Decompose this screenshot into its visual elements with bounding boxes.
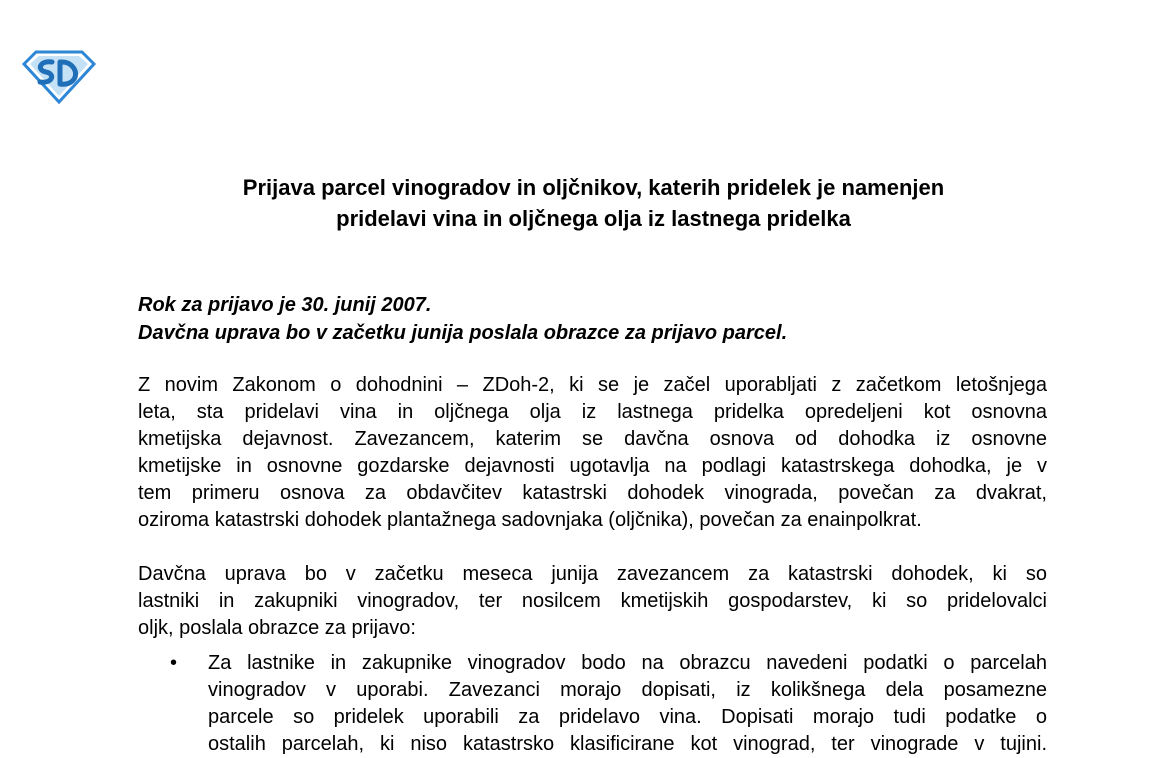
paragraph-line: Davčna uprava bo v začetku meseca junija zavezancem za katastrski dohodek, ki so (138, 563, 1047, 585)
paragraph-forms (138, 561, 1047, 642)
paragraph-line: oziroma katastrski dohodek plantažnega sadovnjaka (oljčnika), povečan za enainpolkrat. (138, 509, 922, 531)
paragraph-line: tem primeru osnova za obdavčitev katastrski dohodek vinograda, povečan za dvakrat, (138, 482, 1047, 504)
title-line-2: pridelavi vina in oljčnega olja iz lastnega pridelka (336, 206, 851, 231)
list-item-line: Za lastnike in zakupnike vinogradov bodo na obrazcu navedeni podatki o parcelah (208, 652, 1047, 674)
bullet-marker: • (170, 652, 178, 674)
paragraph-intro (138, 372, 1047, 534)
paragraph-line: Z novim Zakonom o dohodnini – ZDoh-2, ki se je začel uporabljati z začetkom letošnjega (138, 374, 1047, 396)
paragraph-line: oljk, poslala obrazce za prijavo: (138, 617, 416, 639)
list-item (208, 650, 1047, 758)
deadline-line-1: Rok za prijavo je 30. junij 2007. (138, 294, 432, 316)
deadline-line-2: Davčna uprava bo v začetku junija poslala obrazce za prijavo parcel. (138, 322, 788, 344)
list-item-line: parcele so pridelek uporabili za pridelavo vina. Dopisati morajo tudi podatke o (208, 706, 1047, 728)
sd-diamond-logo-icon (22, 50, 96, 104)
title-line-1: Prijava parcel vinogradov in oljčnikov, katerih pridelek je namenjen (242, 175, 945, 200)
paragraph-line: kmetijske in osnovne gozdarske dejavnosti ugotavlja na podlagi katastrskega dohodka, je v (138, 455, 1047, 477)
paragraph-line: lastniki in zakupniki vinogradov, ter nosilcem kmetijskih gospodarstev, ki so pridelovalci (138, 590, 1047, 612)
deadline-notice (138, 291, 787, 347)
paragraph-line: kmetijska dejavnost. Zavezancem, katerim se davčna osnova od dohodka iz osnovne (138, 428, 1047, 450)
paragraph-line: leta, sta pridelavi vina in oljčnega olja iz lastnega pridelka opredeljeni kot osnovna (138, 401, 1047, 423)
list-item-line: vinogradov v uporabi. Zavezanci morajo dopisati, iz kolikšnega dela posamezne (208, 679, 1047, 701)
document-title (120, 172, 1067, 234)
list-item-line: ostalih parcelah, ki niso katastrsko klasificirane kot vinograd, ter vinograde v tujini. (208, 733, 1047, 755)
